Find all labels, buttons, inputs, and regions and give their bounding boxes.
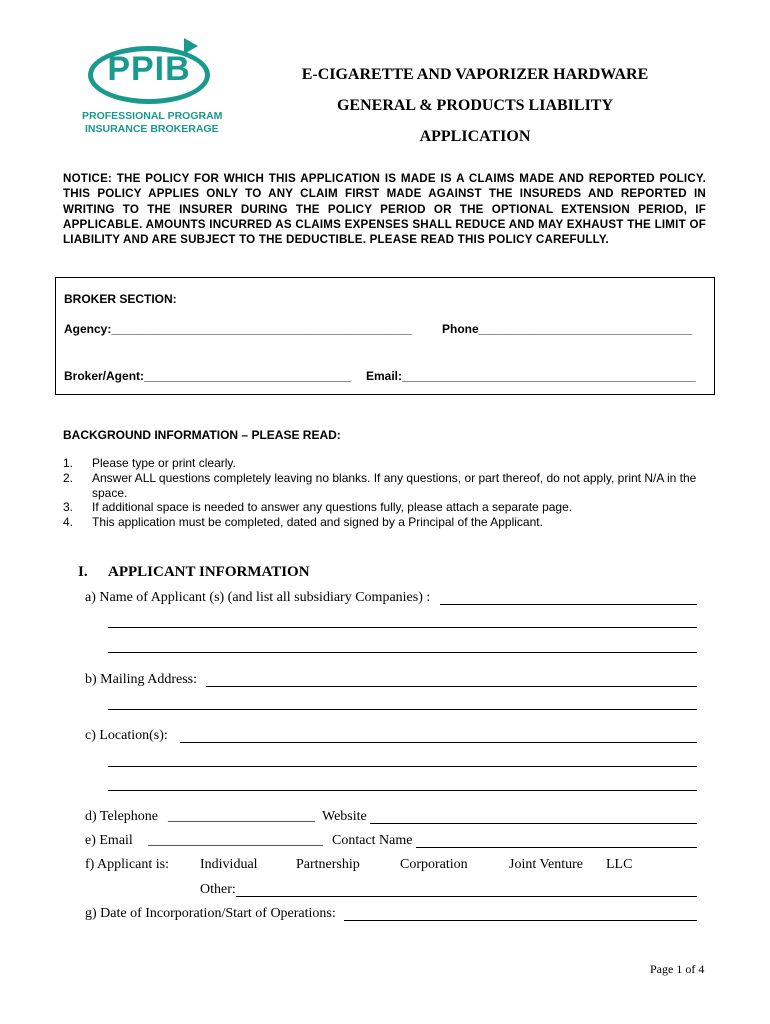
applicant-name-field-line-3[interactable] [108,652,697,653]
email-field[interactable]: Email:____________________________________________ [366,369,696,383]
applicant-name-field-line-2[interactable] [108,627,697,628]
bg-item-number: 1. [63,456,74,470]
bg-item-text: Answer ALL questions completely leaving no blanks. If any questions, or part thereof, do not apply, print N/A in the space. [92,471,697,500]
telephone-field[interactable]: _____________________ [168,809,315,824]
question-d-telephone-label: d) Telephone [85,809,159,824]
option-individual[interactable]: Individual [200,857,258,872]
locations-field-line-3[interactable] [108,790,697,791]
section-title: APPLICANT INFORMATION [108,564,310,580]
locations-field-line-2[interactable] [108,766,697,767]
question-f-label: f) Applicant is: [85,857,169,872]
broker-agent-field[interactable]: Broker/Agent:_______________________________ [64,369,351,383]
bg-item-number: 2. [63,471,74,485]
locations-field[interactable] [180,742,697,743]
question-e-email-label: e) Email [85,833,133,848]
broker-section [55,277,715,395]
title-line-2: GENERAL & PRODUCTS LIABILITY [336,97,614,114]
applicant-name-field[interactable] [440,604,697,605]
question-d-website-label: Website [322,809,367,824]
question-e-contact-label: Contact Name [332,833,413,848]
option-other-label: Other: [200,882,236,897]
bg-item-text: Please type or print clearly. [92,456,236,470]
other-field[interactable] [236,896,697,897]
ppib-logo [82,40,232,136]
agency-field[interactable]: Agency:_____________________________________________ [64,322,412,336]
option-partnership[interactable]: Partnership [296,857,360,872]
logo-line-2: INSURANCE BROKERAGE [85,123,219,135]
incorporation-date-field[interactable] [344,920,697,921]
option-joint-venture[interactable]: Joint Venture [509,857,584,872]
logo-line-1: PROFESSIONAL PROGRAM [82,110,223,122]
mailing-address-field[interactable] [206,686,697,687]
option-corporation[interactable]: Corporation [400,857,468,872]
mailing-address-field-line-2[interactable] [108,709,697,710]
question-g-label: g) Date of Incorporation/Start of Operations: [85,906,336,921]
logo-mark: PPIB [107,50,191,88]
page-number: Page 1 of 4 [650,962,705,976]
bg-item-text: This application must be completed, dated and signed by a Principal of the Applicant. [92,515,543,529]
title-line-3: APPLICATION [419,128,531,145]
question-c-label: c) Location(s): [85,728,168,743]
section-number: I. [78,564,88,580]
bg-item-number: 4. [63,515,74,529]
broker-heading: BROKER SECTION: [64,292,177,306]
website-field[interactable] [370,823,697,824]
background-heading: BACKGROUND INFORMATION – PLEASE READ: [63,428,341,442]
contact-name-field[interactable] [416,847,697,848]
applicant-email-field[interactable]: _________________________ [148,833,323,848]
question-a-label: a) Name of Applicant (s) (and list all subsidiary Companies) : [85,590,431,605]
notice-paragraph: NOTICE: THE POLICY FOR WHICH THIS APPLICATION IS MADE IS A CLAIMS MADE AND REPORTED POLICY. THIS POLICY APPLIES ONLY TO ANY CLAIM FIRST MADE AGAINST THE INSUREDS AND REPORTED IN WRITING TO THE INSURER DURING THE POLICY PERIOD OR THE OPTIONAL EXTENSION PERIOD, IF APPLICABLE. AMOUNTS INCURRED AS CLAIMS EXPENSES SHALL REDUCE AND MAY EXHAUST THE LIMIT OF LIABILITY AND ARE SUBJECT TO THE DEDUCTIBLE. PLEASE READ THIS POLICY CAREFULLY. [63,172,706,247]
bg-item-number: 3. [63,500,74,514]
title-line-1: E-CIGARETTE AND VAPORIZER HARDWARE [301,66,649,83]
option-llc[interactable]: LLC [606,857,633,872]
phone-field[interactable]: Phone________________________________ [442,322,693,336]
bg-item-text: If additional space is needed to answer any questions fully, please attach a separate page. [92,500,573,514]
question-b-label: b) Mailing Address: [85,672,197,687]
